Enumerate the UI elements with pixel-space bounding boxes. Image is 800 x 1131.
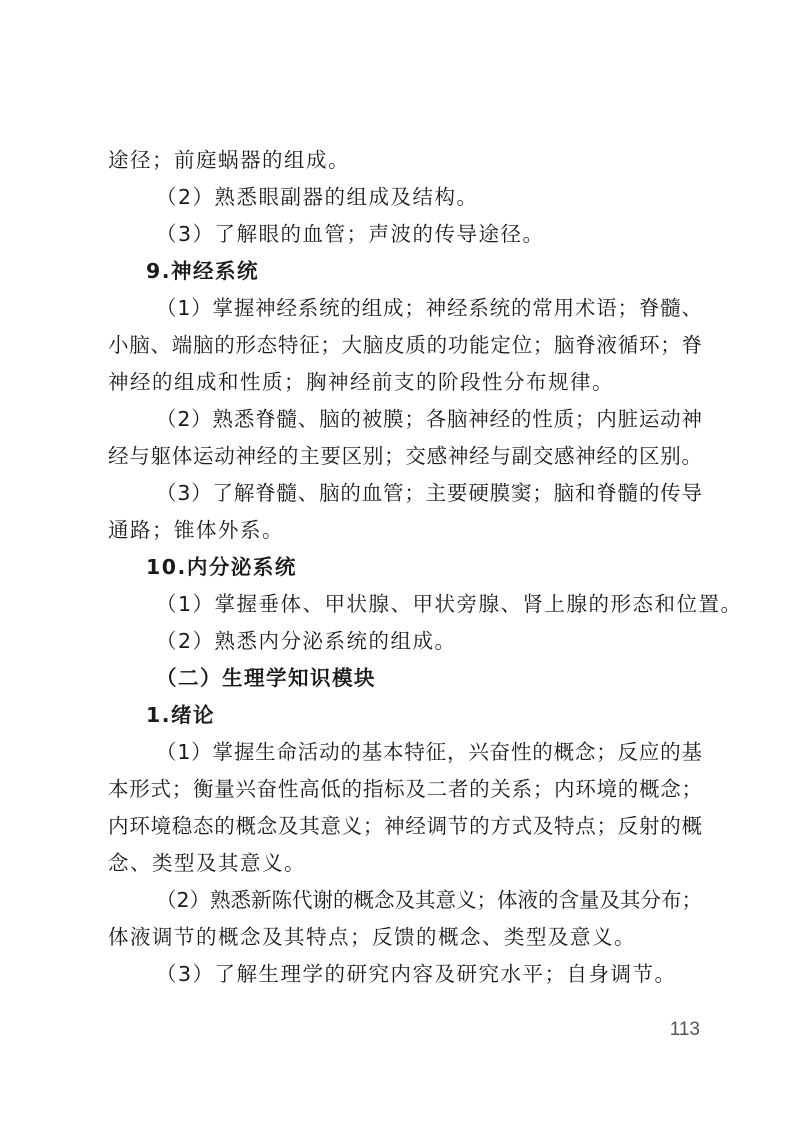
text-line: （1）掌握神经系统的组成；神经系统的常用术语；脊髓、: [156, 296, 702, 320]
text-line: 本形式；衡量兴奋性高低的指标及二者的关系；内环境的概念；: [108, 777, 702, 801]
page-body: [108, 142, 743, 993]
text-line: 内环境稳态的概念及其意义；神经调节的方式及特点；反射的概: [108, 814, 702, 838]
text-line: （1）掌握生命活动的基本特征，兴奋性的概念；反应的基: [156, 740, 702, 764]
text-line: （2）熟悉内分泌系统的组成。: [156, 629, 457, 653]
text-line: 念、类型及其意义。: [108, 851, 306, 875]
text-line: 通路；锥体外系。: [108, 518, 284, 542]
text-line: （1）掌握垂体、甲状腺、甲状旁腺、肾上腺的形态和位置。: [156, 592, 743, 616]
page-number: 113: [669, 1019, 700, 1040]
text-line: （3）了解生理学的研究内容及研究水平；自身调节。: [156, 962, 677, 986]
text-line: 小脑、端脑的形态特征；大脑皮质的功能定位；脑脊液循环；脊: [108, 333, 702, 357]
text-line: 体液调节的概念及其特点；反馈的概念、类型及意义。: [108, 925, 636, 949]
text-line: （2）熟悉眼副器的组成及结构。: [156, 185, 479, 209]
text-line: 神经的组成和性质；胸神经前支的阶段性分布规律。: [108, 370, 614, 394]
section-heading: 10.内分泌系统: [146, 555, 297, 579]
text-line: （3）了解脊髓、脑的血管；主要硬膜窦；脑和脊髓的传导: [156, 481, 702, 505]
section-heading: 9.神经系统: [146, 259, 260, 283]
text-line: （3）了解眼的血管；声波的传导途径。: [156, 222, 545, 246]
text-line: 途径；前庭蜗器的组成。: [108, 148, 350, 172]
module-heading: （二）生理学知识模块: [156, 666, 376, 690]
text-line: （2）熟悉新陈代谢的概念及其意义；体液的含量及其分布；: [156, 888, 703, 912]
section-heading: 1.绪论: [146, 703, 216, 727]
text-line: 经与躯体运动神经的主要区别；交感神经与副交感神经的区别。: [108, 444, 702, 468]
text-line: （2）熟悉脊髓、脑的被膜；各脑神经的性质；内脏运动神: [156, 407, 702, 431]
